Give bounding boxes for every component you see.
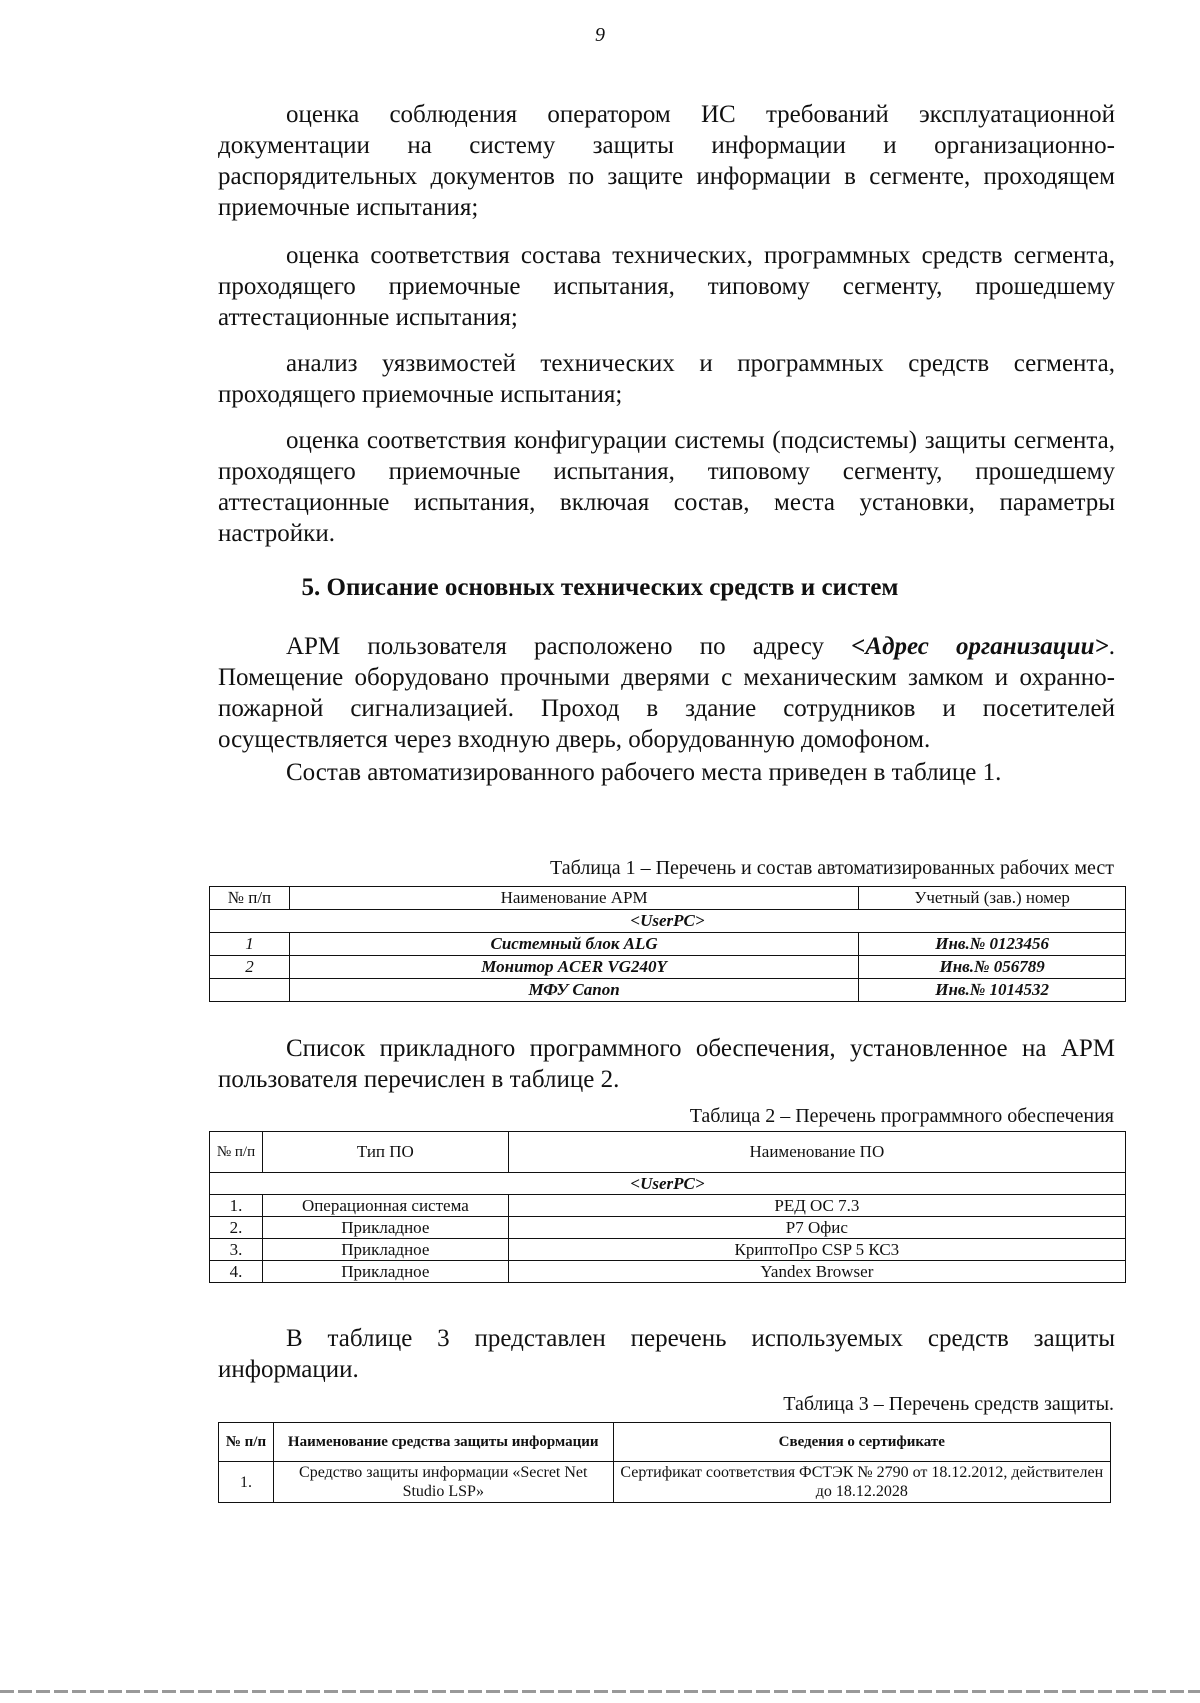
table-cell: Операционная система xyxy=(262,1195,508,1217)
table-header-row xyxy=(210,1132,1126,1173)
page-number: 9 xyxy=(595,24,605,46)
paragraph-assessment-compliance xyxy=(218,99,1115,223)
table-row xyxy=(219,1462,1111,1503)
table-cell: Прикладное xyxy=(262,1261,508,1283)
table-row xyxy=(210,1239,1126,1261)
table2-caption: Таблица 2 – Перечень программного обеспечения xyxy=(689,1105,1114,1127)
paragraph-text: оценка соответствия состава технических, программных средств сегмента, проходящего приемочные испытания, типовому сегменту, прошедшему аттестационные испытания; xyxy=(218,242,1115,331)
table-cell: Прикладное xyxy=(262,1239,508,1261)
table-header-cell: Сведения о сертификате xyxy=(613,1423,1110,1462)
table-cell: 4. xyxy=(210,1261,263,1283)
table-header-cell: Учетный (зав.) номер xyxy=(859,887,1126,910)
table-header-cell: Наименование средства защиты информации xyxy=(273,1423,613,1462)
table-cell: 1. xyxy=(219,1462,274,1503)
table-row xyxy=(210,933,1126,956)
table-cell: Yandex Browser xyxy=(508,1261,1125,1283)
table-group-row xyxy=(210,910,1126,933)
table-cell: Инв.№ 0123456 xyxy=(859,933,1126,956)
paragraph-text: анализ уязвимостей технических и программных средств сегмента, проходящего приемочные испытания; xyxy=(218,350,1115,408)
paragraph-text: оценка соблюдения оператором ИС требований эксплуатационной документации на систему защиты информации и организационно-распорядительных документов по защите информации в сегменте, проходящем приемочные испытания; xyxy=(218,101,1115,221)
table-header-cell: Тип ПО xyxy=(262,1132,508,1173)
table-cell: 3. xyxy=(210,1239,263,1261)
location-text-end: . Помещение оборудовано прочными дверями с механическим замком и охранно-пожарной сигнализацией. Проход в здание сотрудников и посетителей осуществляется через входную дверь, оборудованную домофоном. xyxy=(218,633,1115,753)
location-text-start: АРМ пользователя расположено по адресу xyxy=(286,633,852,660)
table-header-cell: № п/п xyxy=(210,887,290,910)
table-cell: МФУ Canon xyxy=(289,979,858,1002)
scan-artifact-line xyxy=(0,1690,1200,1693)
table-header-cell: Наименование ПО xyxy=(508,1132,1125,1173)
table-group-cell: <UserPC> xyxy=(210,910,1126,933)
table-header-row xyxy=(219,1423,1111,1462)
table-cell: Инв.№ 1014532 xyxy=(859,979,1126,1002)
table-cell: 2. xyxy=(210,1217,263,1239)
table-cell: 1. xyxy=(210,1195,263,1217)
table-cell: 2 xyxy=(210,956,290,979)
table-cell: Средство защиты информации «Secret Net Studio LSP» xyxy=(273,1462,613,1503)
table3-caption: Таблица 3 – Перечень средств защиты. xyxy=(783,1393,1114,1415)
table-cell xyxy=(210,979,290,1002)
protection-tools-table xyxy=(218,1422,1111,1503)
paragraph-assessment-composition xyxy=(218,240,1115,333)
table-cell: Инв.№ 056789 xyxy=(859,956,1126,979)
table-group-row xyxy=(210,1173,1126,1195)
organization-address: <Адрес организации> xyxy=(851,633,1109,660)
paragraph-text: оценка соответствия конфигурации системы (подсистемы) защиты сегмента, проходящего приемочные испытания, типовому сегменту, прошедшему аттестационные испытания, включая состав, места установки, параметры настройки. xyxy=(218,427,1115,547)
table-cell: Сертификат соответствия ФСТЭК № 2790 от 18.12.2012, действителен до 18.12.2028 xyxy=(613,1462,1110,1503)
table-row xyxy=(210,1195,1126,1217)
paragraph-assessment-configuration xyxy=(218,425,1115,549)
paragraph-vulnerability-analysis xyxy=(218,348,1115,410)
paragraph-text xyxy=(218,631,1115,755)
table-row xyxy=(210,1261,1126,1283)
paragraph-text: В таблице 3 представлен перечень используемых средств защиты информации. xyxy=(218,1325,1115,1383)
table-cell: РЕД ОС 7.3 xyxy=(508,1195,1125,1217)
table-cell: 1 xyxy=(210,933,290,956)
paragraph-table1-intro: Состав автоматизированного рабочего места приведен в таблице 1. xyxy=(286,759,1002,786)
paragraph-software-intro xyxy=(218,1033,1115,1095)
table-cell: Системный блок ALG xyxy=(289,933,858,956)
table1-caption: Таблица 1 – Перечень и состав автоматизированных рабочих мест xyxy=(550,857,1114,879)
table-cell: Прикладное xyxy=(262,1217,508,1239)
paragraph-protection-intro xyxy=(218,1323,1115,1385)
table-header-cell: Наименование АРМ xyxy=(289,887,858,910)
table-row xyxy=(210,1217,1126,1239)
table-row xyxy=(210,979,1126,1002)
table-cell: КриптоПро CSP 5 КС3 xyxy=(508,1239,1125,1261)
table-cell: Р7 Офис xyxy=(508,1217,1125,1239)
software-table xyxy=(209,1131,1126,1283)
table-cell: Монитор ACER VG240Y xyxy=(289,956,858,979)
paragraph-text: Список прикладного программного обеспечения, установленное на АРМ пользователя перечислен в таблице 2. xyxy=(218,1035,1115,1093)
table-header-cell: № п/п xyxy=(210,1132,263,1173)
table-header-cell: № п/п xyxy=(219,1423,274,1462)
workstation-table xyxy=(209,886,1126,1002)
table-group-cell: <UserPC> xyxy=(210,1173,1126,1195)
section-heading: 5. Описание основных технических средств и систем xyxy=(301,574,899,601)
table-header-row xyxy=(210,887,1126,910)
paragraph-workstation-location xyxy=(218,631,1115,788)
table-row xyxy=(210,956,1126,979)
